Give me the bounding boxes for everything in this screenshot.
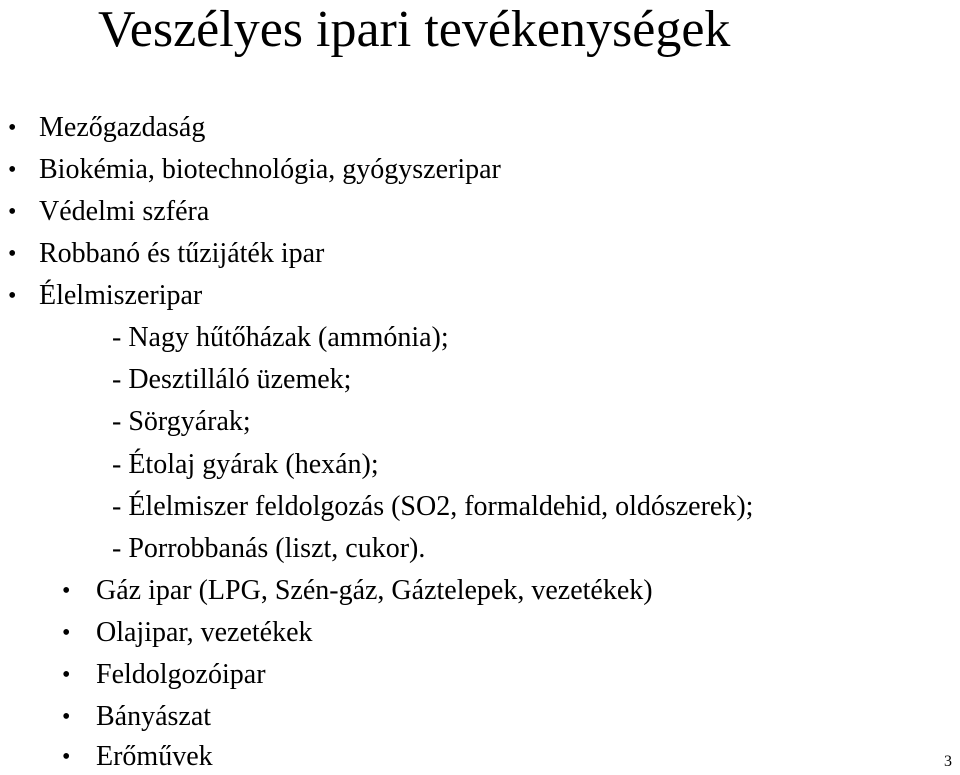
list-item-text: Gáz ipar (LPG, Szén-gáz, Gáztelepek, vezetékek): [96, 575, 653, 606]
list-item-text: Védelmi szféra: [39, 196, 210, 227]
bullet-icon: •: [8, 283, 17, 309]
list-item-text: Biokémia, biotechnológia, gyógyszeripar: [39, 154, 501, 185]
list-item-text: Élelmiszeripar: [39, 280, 203, 311]
page-number: 3: [944, 753, 952, 770]
bullet-icon: •: [8, 241, 17, 267]
bullet-icon: •: [8, 199, 17, 225]
sub-list-item: - Porrobbanás (liszt, cukor).: [112, 533, 426, 564]
sub-list-item: - Étolaj gyárak (hexán);: [112, 449, 379, 480]
bullet-icon: •: [8, 115, 17, 141]
list-item-text: Bányászat: [96, 701, 212, 732]
sub-list-item: - Élelmiszer feldolgozás (SO2, formaldehid, oldószerek);: [112, 491, 754, 522]
list-item-text: Erőművek: [96, 741, 213, 772]
bullet-icon: •: [62, 620, 71, 646]
sub-list-item: - Sörgyárak;: [112, 406, 251, 437]
list-item-text: Robbanó és tűzijáték ipar: [39, 238, 325, 269]
bullet-icon: •: [8, 157, 17, 183]
list-item-text: Mezőgazdaság: [39, 112, 206, 143]
list-item-text: Olajipar, vezetékek: [96, 617, 313, 648]
sub-list-item: - Nagy hűtőházak (ammónia);: [112, 322, 449, 353]
sub-list-item: - Desztilláló üzemek;: [112, 364, 352, 395]
bullet-icon: •: [62, 662, 71, 688]
bullet-icon: •: [62, 704, 71, 730]
bullet-icon: •: [62, 578, 71, 604]
slide-title: Veszélyes ipari tevékenységek: [98, 1, 731, 58]
bullet-icon: •: [62, 744, 71, 770]
list-item-text: Feldolgozóipar: [96, 659, 266, 690]
